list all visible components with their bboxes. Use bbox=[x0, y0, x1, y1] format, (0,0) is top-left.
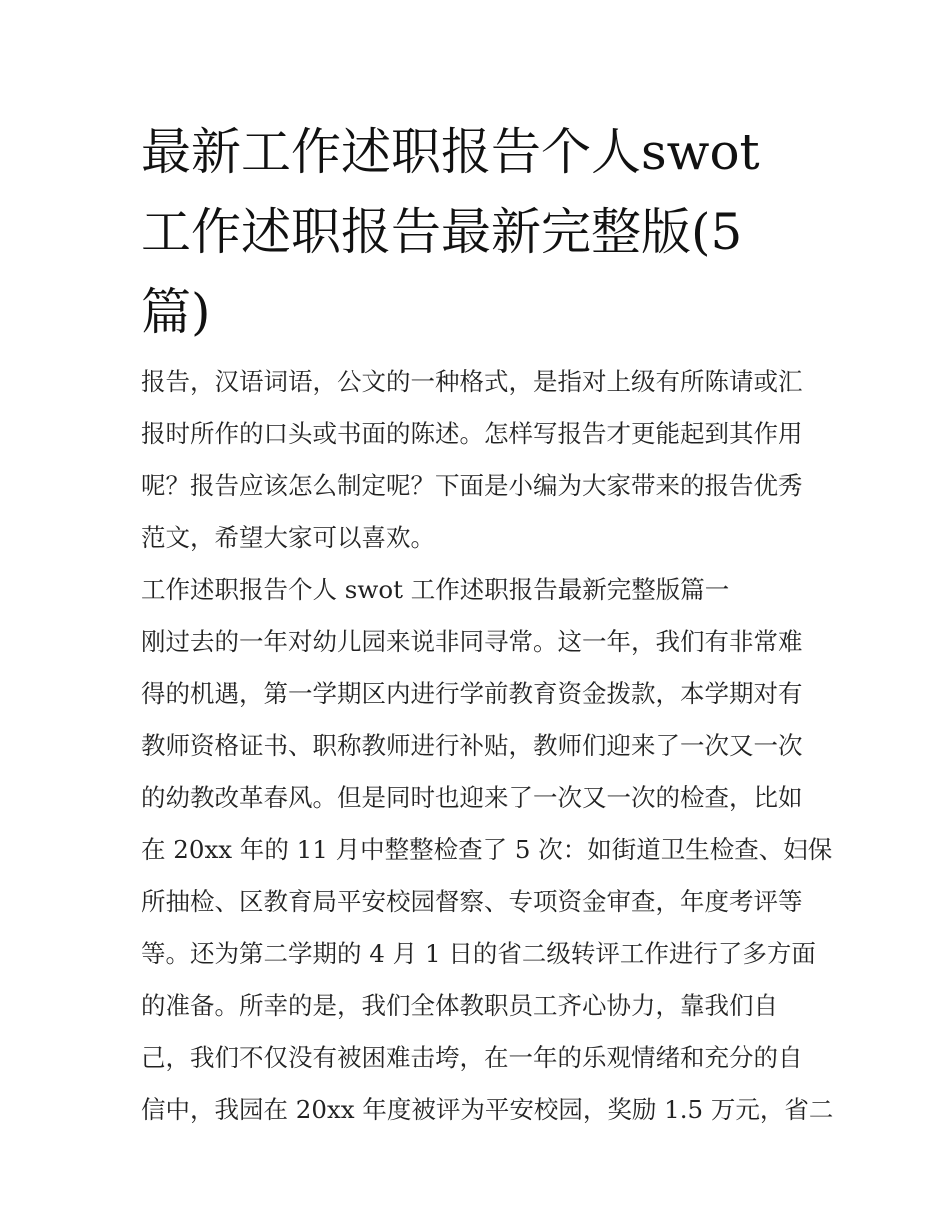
body-line: 范文，希望大家可以喜欢。 bbox=[141, 523, 435, 552]
document-content bbox=[141, 112, 834, 1136]
body-line: 所抽检、区教育局平安校园督察、专项资金审查，年度考评等 bbox=[141, 887, 803, 916]
body-line: 报时所作的口头或书面的陈述。怎样写报告才更能起到其作用 bbox=[141, 419, 803, 448]
body-line: 的幼教改革春风。但是同时也迎来了一次又一次的检查，比如 bbox=[141, 783, 803, 812]
body-line: 刚过去的一年对幼儿园来说非同寻常。这一年，我们有非常难 bbox=[141, 627, 803, 656]
body-line: 在 20xx 年的 11 月中整整检查了 5 次：如街道卫生检查、妇保 bbox=[141, 835, 833, 864]
body-line: 得的机遇，第一学期区内进行学前教育资金拨款，本学期对有 bbox=[141, 679, 803, 708]
section-heading: 工作述职报告个人 swot 工作述职报告最新完整版篇一 bbox=[141, 575, 730, 604]
document-title bbox=[141, 112, 813, 352]
body-line: 呢？报告应该怎么制定呢？下面是小编为大家带来的报告优秀 bbox=[141, 471, 803, 500]
title-line: 工作述职报告最新完整版(5 bbox=[141, 203, 743, 261]
title-line: 篇) bbox=[141, 283, 211, 341]
body-line: 等。还为第二学期的 4 月 1 日的省二级转评工作进行了多方面 bbox=[141, 939, 816, 968]
document-body bbox=[141, 356, 834, 1136]
body-line: 的准备。所幸的是，我们全体教职员工齐心协力，靠我们自 bbox=[141, 991, 778, 1020]
body-line: 己，我们不仅没有被困难击垮，在一年的乐观情绪和充分的自 bbox=[141, 1043, 803, 1072]
body-line: 报告，汉语词语，公文的一种格式，是指对上级有所陈请或汇 bbox=[141, 367, 803, 396]
title-line: 最新工作述职报告个人swot bbox=[141, 123, 760, 181]
body-line: 教师资格证书、职称教师进行补贴，教师们迎来了一次又一次 bbox=[141, 731, 803, 760]
body-line: 信中，我园在 20xx 年度被评为平安校园，奖励 1.5 万元，省二 bbox=[141, 1095, 834, 1124]
